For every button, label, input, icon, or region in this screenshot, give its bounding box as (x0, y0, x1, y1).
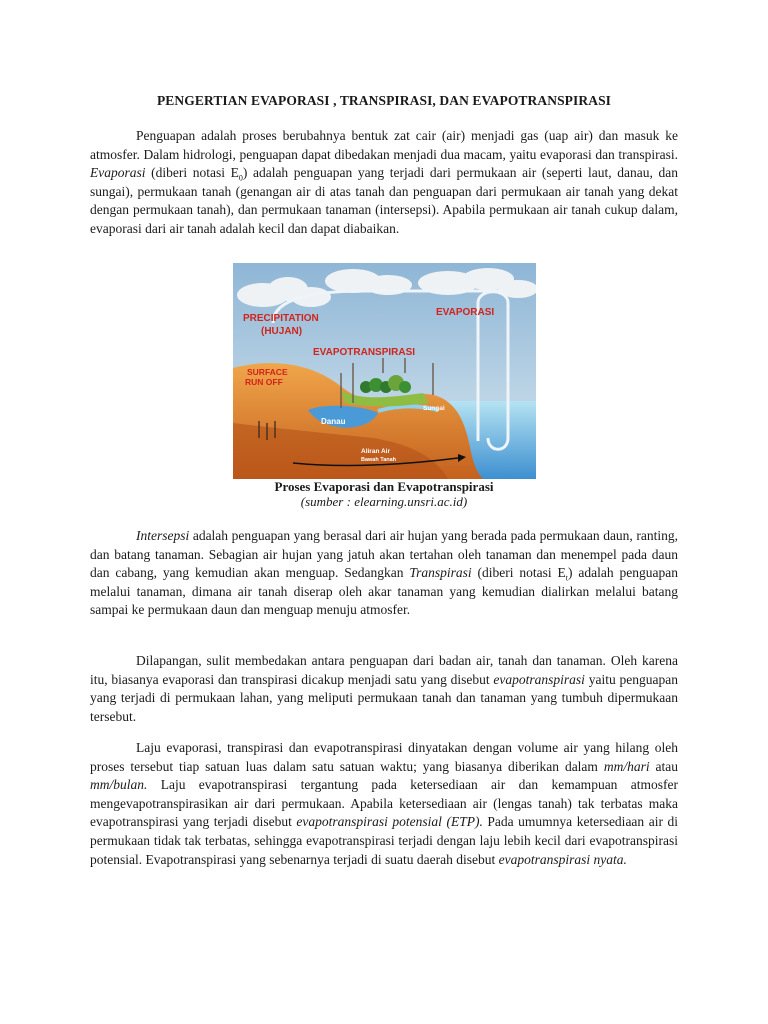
paragraph-intersepsi (90, 527, 678, 620)
p4-text-c: Laju evapotranspirasi tergantung pada ketersediaan air dan kemampuan atmosfer mengevapotranspirasikan air dari permukaan. Apabila ketersediaan air (lengas tanah) tak terbatas maka evapotranspirasi yang terjadi disebut (90, 777, 678, 830)
p2-text-b: (diberi notasi E (471, 565, 566, 581)
figure-caption-title: Proses Evaporasi dan Evapotranspirasi (274, 479, 494, 494)
label-bawah: Bawah Tanah (361, 457, 397, 463)
p2-term-intersepsi: Intersepsi (136, 528, 190, 543)
paragraph-dilapangan (90, 652, 678, 726)
label-runoff: RUN OFF (245, 377, 283, 387)
p3-text-b: yaitu penguapan yang terjadi di permukaan lahan, yang meliputi permukaan tanah dan tanaman yang tumbuh dipermukaan tersebut. (90, 671, 678, 724)
p3-term: evapotranspirasi (493, 671, 585, 687)
evaporation-diagram (233, 263, 536, 479)
p4-term-etp: evapotranspirasi potensial (ETP). (296, 814, 483, 830)
p2-term-transpirasi: Transpirasi (409, 565, 472, 581)
p4-unit-bulan: mm/bulan. (90, 777, 148, 793)
label-evapotranspirasi: EVAPOTRANSPIRASI (313, 347, 416, 358)
p1-text-a: Penguapan adalah proses berubahnya bentuk zat cair (air) menjadi gas (uap air) dan masuk ke atmosfer. Dalam hidrologi, penguapan dapat dibedakan menjadi dua macam, yaitu evaporasi dan transpirasi. (90, 128, 678, 162)
label-danau: Danau (321, 417, 346, 426)
label-evaporasi: EVAPORASI (436, 307, 495, 318)
paragraph-penguapan (90, 127, 678, 239)
p2-sub: t (565, 573, 569, 583)
label-sungai: Sungai (423, 405, 445, 412)
p2-text-c: ) adalah penguapan melalui tanaman, dimana air tanah diserap oleh akar tanaman yang kemudian dialirkan melalui batang sampai ke permukaan daun dan menguap menuju atmosfer. (90, 565, 678, 618)
p2-text-a: adalah penguapan yang berasal dari air hujan yang berada pada permukaan daun, ranting, dan batang tanaman. Sebagian air hujan yang jatuh akan tertahan oleh tanaman dan menempel pada daun dan cabang, yang kemudian akan menguap. Sedangkan (90, 528, 678, 581)
p1-text-b: (diberi notasi E (145, 165, 239, 181)
p1-term: Evaporasi (90, 165, 146, 181)
paragraph-laju (90, 739, 678, 869)
p4-text-a: Laju evaporasi, transpirasi dan evapotranspirasi dinyatakan dengan volume air yang hilang oleh proses tersebut tiap satuan luas dalam satu satuan waktu; yang biasanya diberikan dalam (90, 740, 678, 774)
p4-text-b: atau (649, 758, 678, 774)
label-surface: SURFACE (247, 367, 288, 377)
label-precipitation: PRECIPITATION (243, 313, 319, 324)
p4-unit-hari: mm/hari (603, 758, 650, 774)
figure-caption-source: (sumber : elearning.unsri.ac.id) (300, 494, 468, 509)
p1-sub: 0 (238, 173, 243, 183)
p4-term-nyata: evapotranspirasi nyata. (498, 851, 627, 867)
label-hujan: (HUJAN) (261, 326, 303, 337)
p1-text-c: ) adalah penguapan yang terjadi dari permukaan air (seperti laut, danau, dan sungai), permukaan tanah (genangan air di atas tanah dan penguapan dari permukaan air tanah yang dekat dengan permukaan tanah), dan permukaan tanaman (intersepsi). Apabila permukaan air tanah cukup dalam, evaporasi dari air tanah adalah kecil dan dapat diabaikan. (90, 165, 678, 236)
label-aliran: Aliran Air (361, 448, 391, 455)
diagram-svg (233, 263, 536, 479)
p4-text-d: Pada umumnya ketersediaan air di permukaan tidak tak terbatas, sehingga evapotranspirasi terjadi dengan laju lebih kecil dari evapotranspirasi potensial. Evapotranspirasi yang sebenarnya terjadi di suatu daerah disebut (90, 814, 678, 867)
document-title: PENGERTIAN EVAPORASI , TRANSPIRASI, DAN EVAPOTRANSPIRASI (156, 93, 612, 108)
p3-text-a: Dilapangan, sulit membedakan antara penguapan dari badan air, tanah dan tanaman. Oleh karena itu, biasanya evaporasi dan transpirasi dicakup menjadi satu yang disebut (90, 653, 678, 687)
